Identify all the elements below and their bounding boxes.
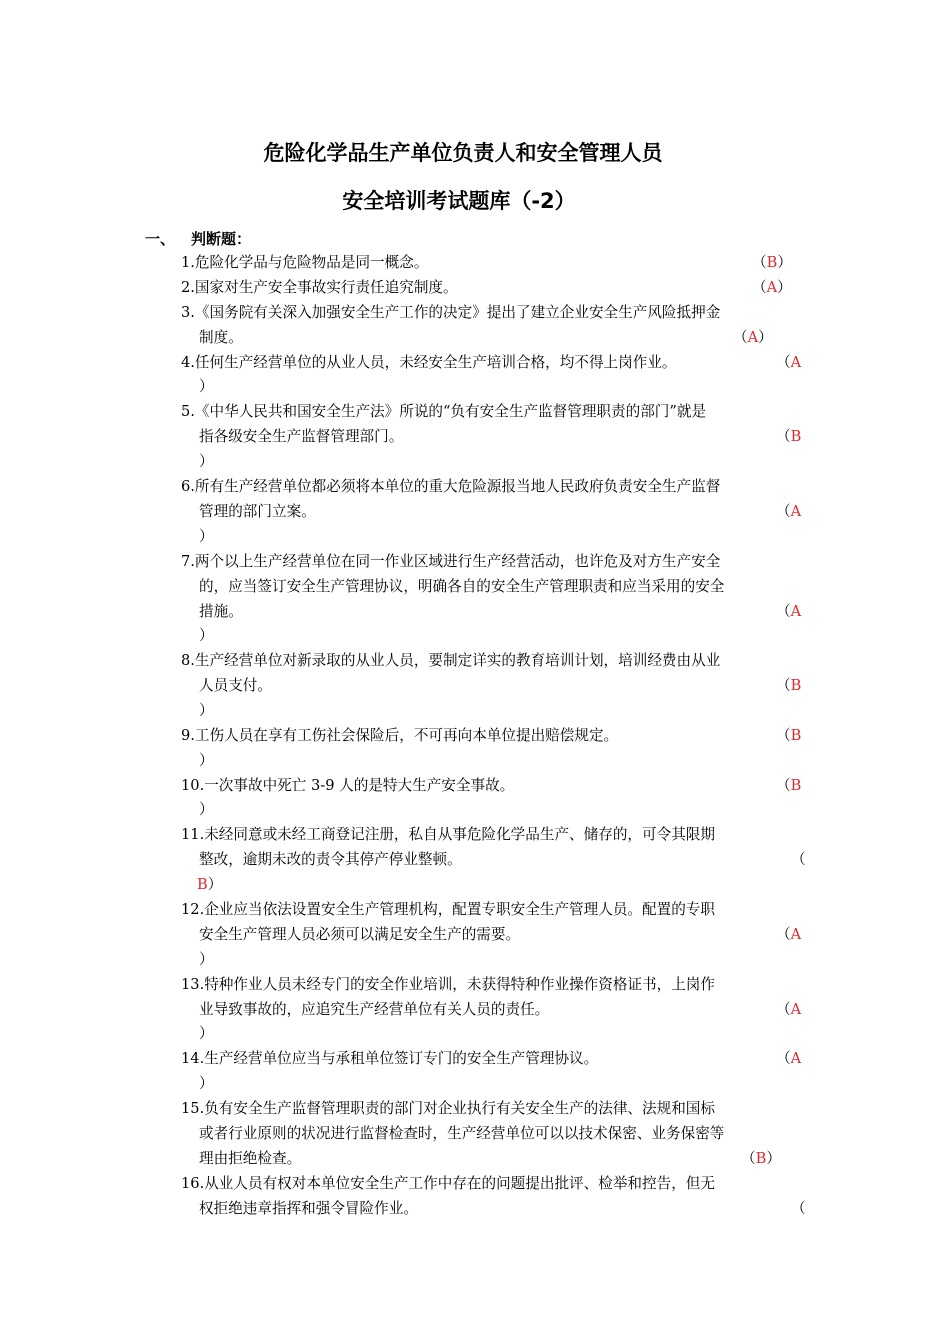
section-label: 判断题： bbox=[191, 230, 252, 248]
question-12-line-2: 安全生产管理人员必须可以满足安全生产的需要。 bbox=[199, 926, 521, 943]
answer-letter: A bbox=[790, 1050, 802, 1067]
question-7-answer bbox=[776, 602, 801, 622]
paren-open: （ bbox=[776, 354, 791, 371]
question-5-line-1: 5.《中华人民共和国安全生产法》所说的“负有安全生产监督管理职责的部门”就是 bbox=[181, 403, 707, 420]
question-11-answer bbox=[197, 875, 222, 895]
question-14-answer bbox=[776, 1049, 801, 1069]
paren-open: （ bbox=[776, 926, 791, 943]
question-4-answer bbox=[776, 353, 801, 373]
question-3-line-1: 3.《国务院有关深入加强安全生产工作的决定》提出了建立企业安全生产风险抵押金 bbox=[181, 304, 721, 321]
question-16-line-1: 16.从业人员有权对本单位安全生产工作中存在的问题提出批评、检举和控告，但无 bbox=[181, 1175, 715, 1192]
question-2-answer bbox=[752, 278, 792, 298]
answer-letter: A bbox=[790, 1001, 802, 1018]
paren-open: （ bbox=[752, 279, 767, 296]
question-8-line-2: 人员支付。 bbox=[199, 677, 272, 694]
question-9-paren-close: ） bbox=[199, 752, 214, 769]
paren-open: （ bbox=[776, 503, 791, 520]
question-14-paren-close: ） bbox=[199, 1075, 214, 1092]
answer-letter: B bbox=[790, 677, 802, 694]
answer-letter: B bbox=[790, 428, 802, 445]
question-4-line-1: 4.任何生产经营单位的从业人员，未经安全生产培训合格，均不得上岗作业。 bbox=[181, 354, 677, 371]
question-3-answer bbox=[733, 328, 773, 348]
question-10-line-1: 10.一次事故中死亡 3-9 人的是特大生产安全事故。 bbox=[181, 777, 515, 794]
question-5-paren-close: ） bbox=[199, 453, 214, 470]
paren-close: ） bbox=[766, 1150, 781, 1167]
question-8-answer bbox=[776, 676, 801, 696]
question-15-line-3: 理由拒绝检查。 bbox=[199, 1150, 302, 1167]
question-3-line-2: 制度。 bbox=[199, 329, 243, 346]
paren-open: （ bbox=[776, 777, 791, 794]
document-title: 危险化学品生产单位负责人和安全管理人员 bbox=[263, 141, 663, 165]
paren-open: （ bbox=[776, 727, 791, 744]
question-10-paren-close: ） bbox=[199, 801, 214, 818]
question-15-line-1: 15.负有安全生产监督管理职责的部门对企业执行有关安全生产的法律、法规和国标 bbox=[181, 1100, 715, 1117]
question-5-line-2: 指各级安全生产监督管理部门。 bbox=[199, 428, 404, 445]
question-8-paren-close: ） bbox=[199, 702, 214, 719]
paren-close: ） bbox=[758, 329, 773, 346]
answer-letter: A bbox=[747, 329, 759, 346]
question-13-paren-close: ） bbox=[199, 1025, 214, 1042]
answer-letter: A bbox=[766, 279, 778, 296]
question-12-paren-close: ） bbox=[199, 951, 214, 968]
paren-open: （ bbox=[776, 1050, 791, 1067]
question-12-answer bbox=[776, 925, 801, 945]
question-8-line-1: 8.生产经营单位对新录取的从业人员，要制定详实的教育培训计划，培训经费由从业 bbox=[181, 652, 721, 669]
answer-letter: A bbox=[790, 603, 802, 620]
question-11-paren-open: （ bbox=[791, 851, 806, 868]
paren-open: （ bbox=[752, 254, 767, 271]
paren-open: （ bbox=[776, 603, 791, 620]
paren-close: ） bbox=[207, 876, 223, 893]
question-6-paren-close: ） bbox=[199, 528, 214, 545]
paren-close: ） bbox=[777, 254, 792, 271]
answer-letter: A bbox=[790, 926, 802, 943]
paren-close: ） bbox=[777, 279, 792, 296]
paren-open: （ bbox=[776, 1001, 791, 1018]
answer-letter: B bbox=[790, 727, 802, 744]
question-7-line-1: 7.两个以上生产经营单位在同一作业区域进行生产经营活动，也许危及对方生产安全 bbox=[181, 553, 721, 570]
answer-letter: B bbox=[755, 1150, 767, 1167]
paren-open: （ bbox=[776, 428, 791, 445]
question-1-answer bbox=[752, 253, 792, 273]
question-16-line-2: 权拒绝违章指挥和强令冒险作业。 bbox=[199, 1200, 418, 1217]
document-subtitle: 安全培训考试题库（-2） bbox=[342, 189, 576, 213]
question-5-answer bbox=[776, 427, 801, 447]
question-9-answer bbox=[776, 726, 801, 746]
question-7-paren-close: ） bbox=[199, 627, 214, 644]
paren-open: （ bbox=[776, 677, 791, 694]
question-6-line-2: 管理的部门立案。 bbox=[199, 503, 316, 520]
question-4-paren-close: ） bbox=[199, 378, 214, 395]
section-number: 一、 bbox=[145, 230, 176, 248]
question-1-line-1: 1.危险化学品与危险物品是同一概念。 bbox=[181, 254, 429, 271]
question-9-line-1: 9.工伤人员在享有工伤社会保险后，不可再向本单位提出赔偿规定。 bbox=[181, 727, 619, 744]
question-6-line-1: 6.所有生产经营单位都必须将本单位的重大危险源报当地人民政府负责安全生产监督 bbox=[181, 478, 721, 495]
question-11-line-1: 11.未经同意或未经工商登记注册，私自从事危险化学品生产、储存的，可令其限期 bbox=[181, 826, 715, 843]
question-13-line-2: 业导致事故的，应追究生产经营单位有关人员的责任。 bbox=[199, 1001, 550, 1018]
question-13-answer bbox=[776, 1000, 801, 1020]
question-15-answer bbox=[741, 1149, 781, 1169]
answer-letter: B bbox=[197, 876, 208, 893]
question-14-line-1: 14.生产经营单位应当与承租单位签订专门的安全生产管理协议。 bbox=[181, 1050, 599, 1067]
section-heading bbox=[145, 228, 251, 249]
question-2-line-1: 2.国家对生产安全事故实行责任追究制度。 bbox=[181, 279, 458, 296]
question-15-line-2: 或者行业原则的状况进行监督检查时，生产经营单位可以以技术保密、业务保密等 bbox=[199, 1125, 725, 1142]
question-6-answer bbox=[776, 502, 801, 522]
question-7-line-2: 的，应当签订安全生产管理协议，明确各自的安全生产管理职责和应当采用的安全 bbox=[199, 578, 725, 595]
answer-letter: A bbox=[790, 354, 802, 371]
answer-letter: B bbox=[766, 254, 778, 271]
question-11-line-2: 整改，逾期未改的责令其停产停业整顿。 bbox=[199, 851, 462, 868]
question-7-line-3: 措施。 bbox=[199, 603, 243, 620]
answer-letter: B bbox=[790, 777, 802, 794]
question-10-answer bbox=[776, 776, 801, 796]
paren-open: （ bbox=[741, 1150, 756, 1167]
answer-letter: A bbox=[790, 503, 802, 520]
paren-open: （ bbox=[733, 329, 748, 346]
question-12-line-1: 12.企业应当依法设置安全生产管理机构，配置专职安全生产管理人员。配置的专职 bbox=[181, 901, 715, 918]
question-13-line-1: 13.特种作业人员未经专门的安全作业培训，未获得特种作业操作资格证书，上岗作 bbox=[181, 976, 715, 993]
question-16-paren-open: （ bbox=[791, 1200, 806, 1217]
